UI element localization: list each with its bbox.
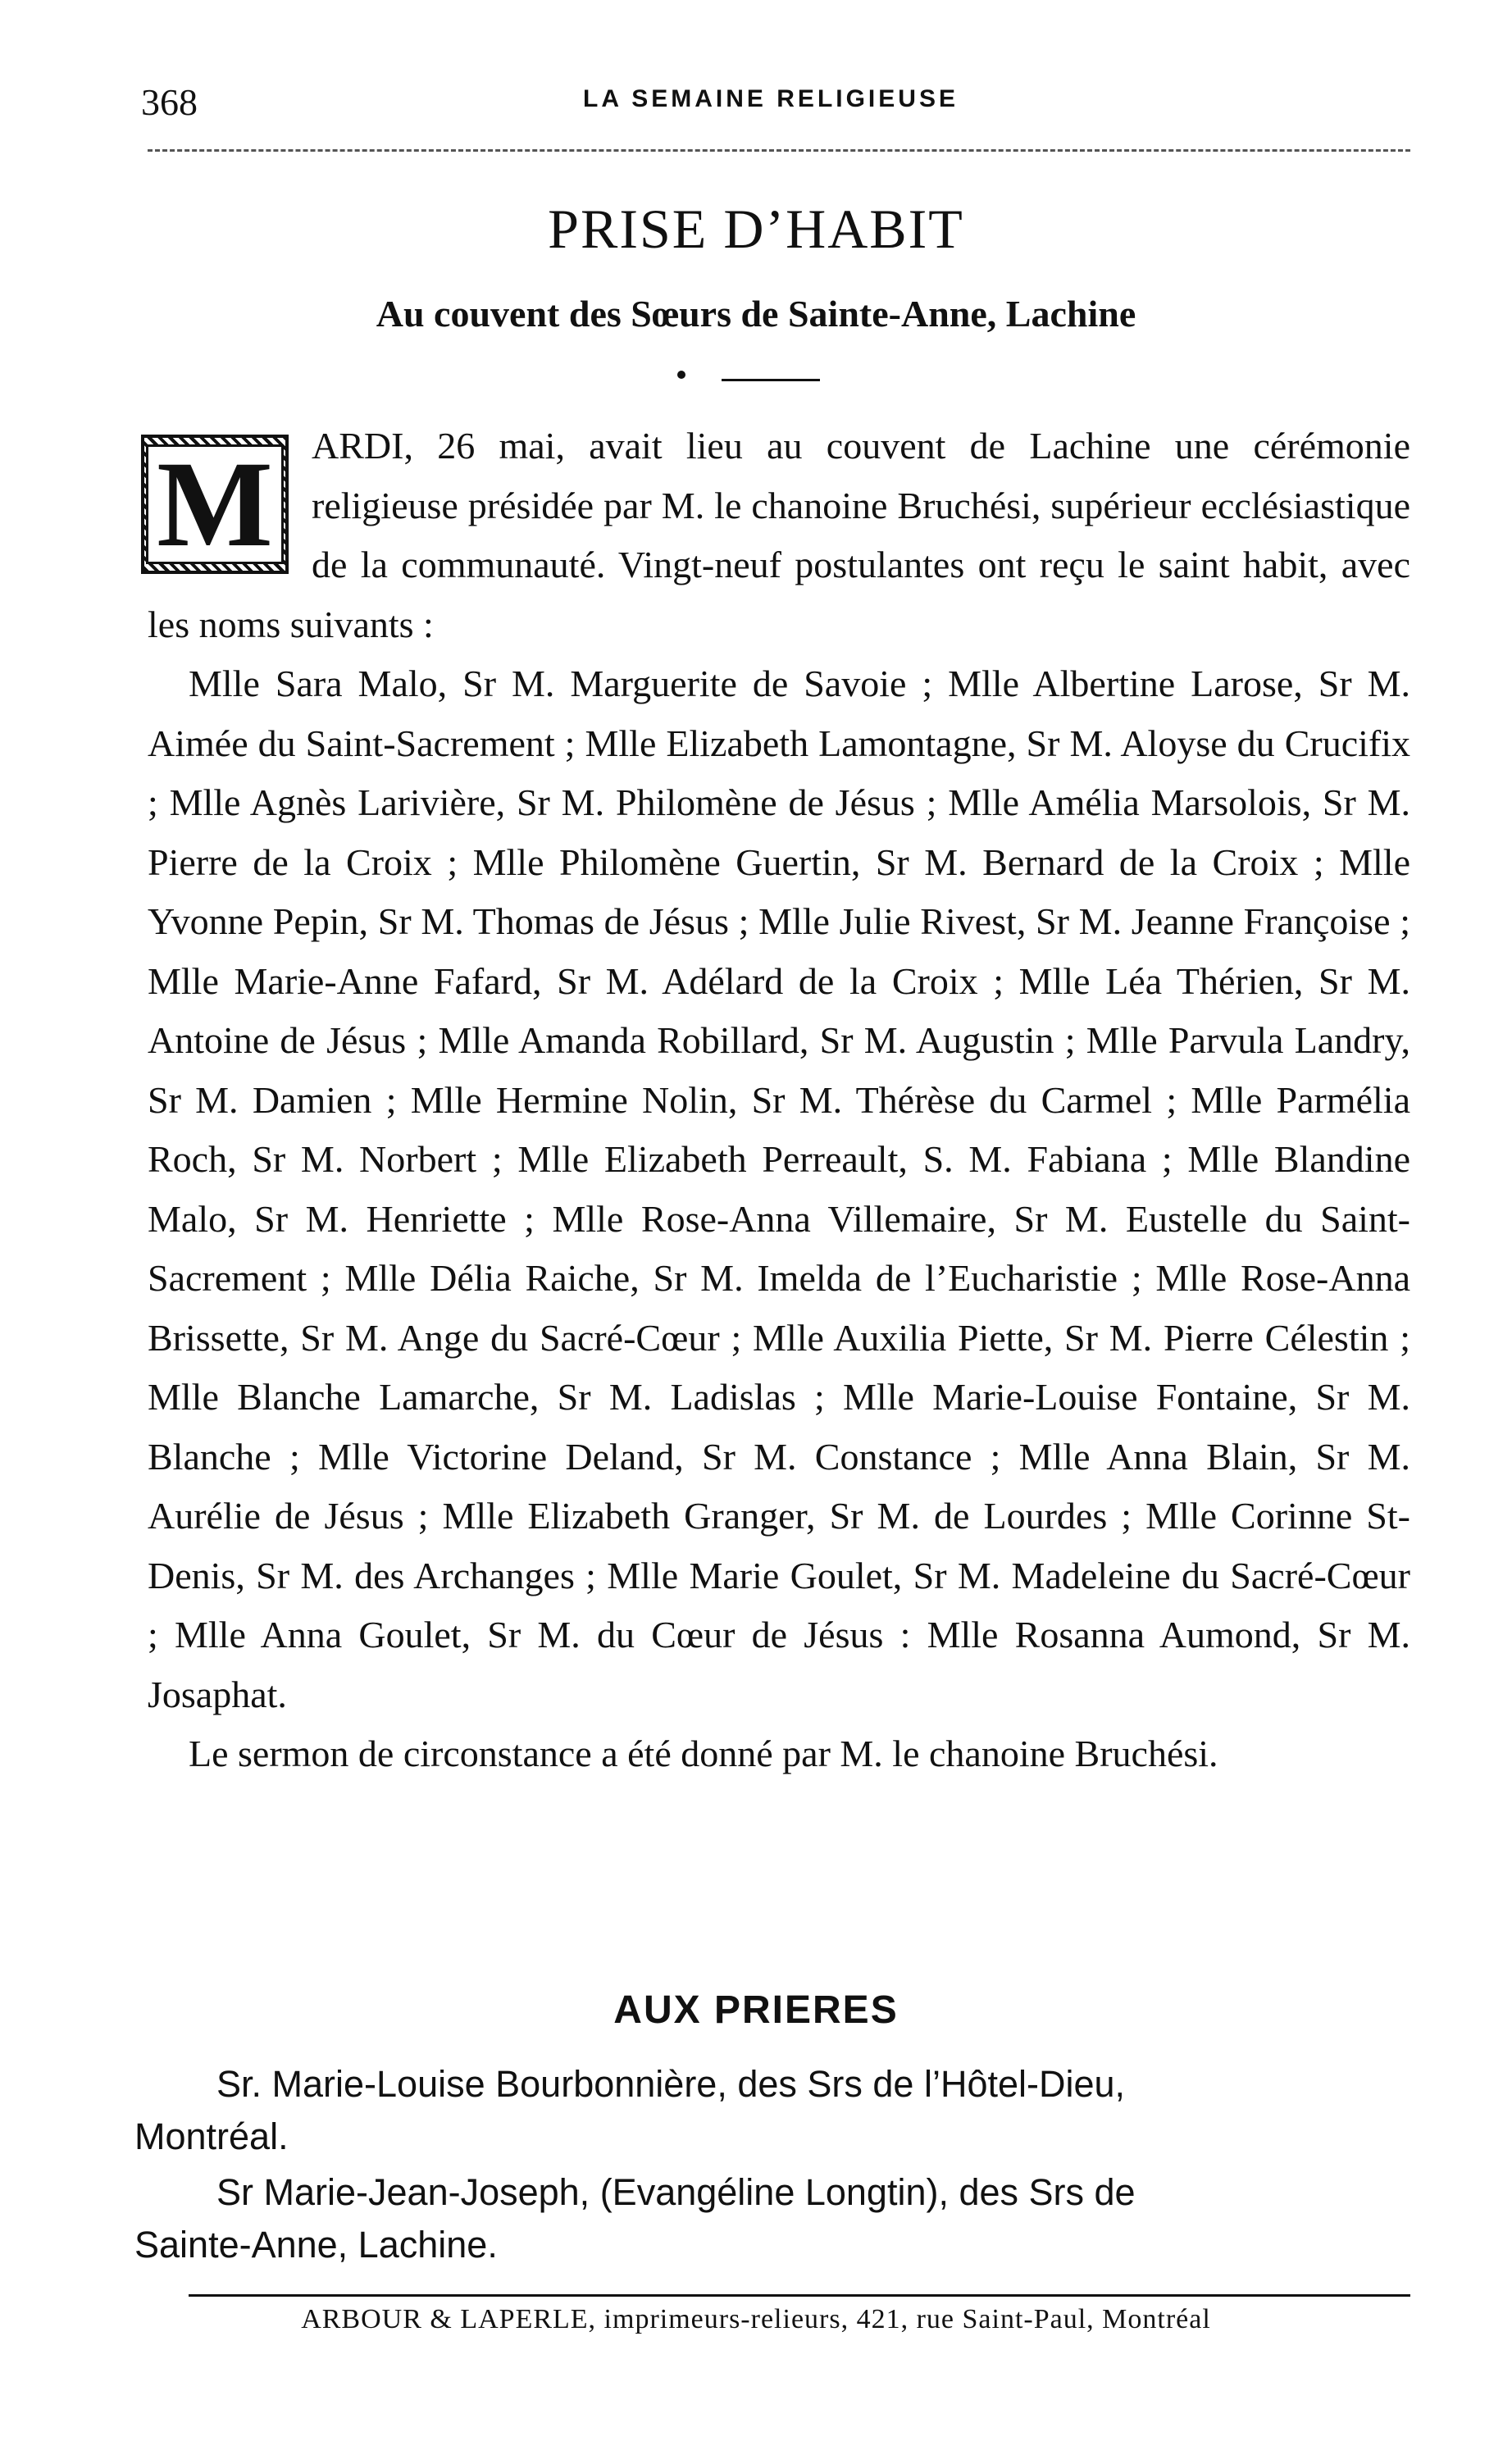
prayer-entry <box>134 2166 1405 2271</box>
intro-paragraph: ARDI, 26 mai, avait lieu au couvent de Lachine une cérémonie religieuse présidée par M. le chanoine Bruchési, supérieur ecclésiastique de la communauté. Vingt-neuf postulantes ont reçu le saint habit, avec les noms suivants : <box>148 425 1410 645</box>
header-rule <box>148 149 1410 152</box>
drop-cap-letter: M <box>146 444 284 564</box>
sermon-paragraph: Le sermon de circonstance a été donné par M. le chanoine Bruchési. <box>189 1733 1218 1774</box>
ornament-rule <box>722 379 820 381</box>
prayer-entry <box>134 2058 1405 2163</box>
prayer-entry-line: Sainte-Anne, Lachine. <box>134 2224 498 2266</box>
prayer-entry-line: Sr. Marie-Louise Bourbonnière, des Srs de l’Hôtel-Dieu, <box>216 2063 1126 2105</box>
prayers-list <box>134 2058 1405 2275</box>
names-paragraph: Mlle Sara Malo, Sr M. Marguerite de Savoie ; Mlle Albertine Larose, Sr M. Aimée du Saint-Sacrement ; Mlle Elizabeth Lamontagne, Sr M. Aloyse du Crucifix ; Mlle Agnès Larivière, Sr M. Philomène de Jésus ; Mlle Amélia Marsolois, Sr M. Pierre de la Croix ; Mlle Philomène Guertin, Sr M. Bernard de la Croix ; Mlle Yvonne Pepin, Sr M. Thomas de Jésus ; Mlle Julie Rivest, Sr M. Jeanne Françoise ; Mlle Marie-Anne Fafard, Sr M. Adélard de la Croix ; Mlle Léa Thérien, Sr M. Antoine de Jésus ; Mlle Amanda Robillard, Sr M. Augustin ; Mlle Parvula Landry, Sr M. Damien ; Mlle Hermine Nolin, Sr M. Thérèse du Carmel ; Mlle Parmélia Roch, Sr M. Norbert ; Mlle Elizabeth Perreault, S. M. Fabiana ; Mlle Blandine Malo, Sr M. Henriette ; Mlle Rose-Anna Villemaire, Sr M. Eustelle du Saint-Sacrement ; Mlle Délia Raiche, Sr M. Imelda de l’Eucharistie ; Mlle Rose-Anna Brissette, Sr M. Ange du Sacré-Cœur ; Mlle Auxilia Piette, Sr M. Pierre Célestin ; Mlle Blanche Lamarche, Sr M. Ladislas ; Mlle Marie-Louise Fontaine, Sr M. Blanche ; Mlle Victorine Deland, Sr M. Constance ; Mlle Anna Blain, Sr M. Aurélie de Jésus ; Mlle Elizabeth Granger, Sr M. de Lourdes ; Mlle Corinne St-Denis, Sr M. des Archanges ; Mlle Marie Goulet, Sr M. Madeleine du Sacré-Cœur ; Mlle Anna Goulet, Sr M. du Cœur de Jésus : Mlle Rosanna Aumond, Sr M. Josaphat. <box>148 663 1410 1715</box>
article-subtitle: Au couvent des Sœurs de Sainte-Anne, Lachine <box>376 293 1136 335</box>
page-number: 368 <box>141 81 198 123</box>
prayer-entry-line: Sr Marie-Jean-Joseph, (Evangéline Longtin), des Srs de <box>216 2171 1136 2213</box>
prayers-heading: AUX PRIERES <box>613 1988 899 2032</box>
article-body <box>148 417 1410 1784</box>
printer-imprint: ARBOUR & LAPERLE, imprimeurs-relieurs, 421, rue Saint-Paul, Montréal <box>301 2304 1211 2334</box>
running-head <box>131 80 1410 130</box>
ornament-dot <box>677 371 685 379</box>
article-title: PRISE D’HABIT <box>548 198 964 260</box>
journal-title: LA SEMAINE RELIGIEUSE <box>583 85 959 112</box>
footer-rule <box>189 2294 1410 2297</box>
prayer-entry-line: Montréal. <box>134 2115 289 2157</box>
